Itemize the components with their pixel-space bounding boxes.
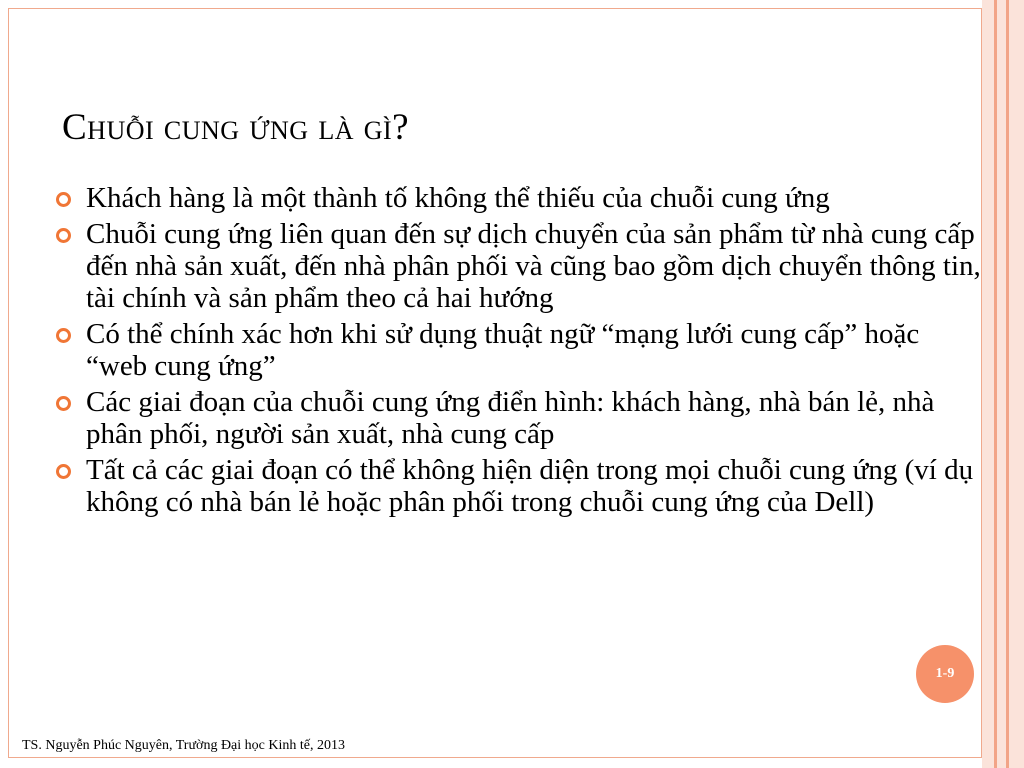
slide-title-text: Chuỗi cung ứng là gì? xyxy=(62,107,410,148)
page-number: 1-9 xyxy=(935,666,955,681)
circle-bullet-icon xyxy=(56,192,71,207)
bullet-item xyxy=(56,182,986,214)
bullet-text: Tất cả các giai đoạn có thể không hiện diện trong mọi chuỗi cung ứng (ví dụ không có nhà bán lẻ hoặc phân phối trong chuỗi cung ứng của Dell) xyxy=(86,454,974,518)
circle-bullet-icon xyxy=(56,328,71,343)
circle-bullet-icon xyxy=(56,464,71,479)
slide-title xyxy=(62,104,409,152)
bullet-text: Khách hàng là một thành tố không thể thiếu của chuỗi cung ứng xyxy=(86,182,830,214)
bullet-text: Chuỗi cung ứng liên quan đến sự dịch chuyển của sản phẩm từ nhà cung cấp đến nhà sản xuất, đến nhà phân phối và cũng bao gồm dịch chuyển thông tin, tài chính và sản phẩm theo cả hai hướng xyxy=(86,218,981,314)
bullet-text: Có thể chính xác hơn khi sử dụng thuật ngữ “mạng lưới cung cấp” hoặc “web cung ứng” xyxy=(86,318,920,382)
decorative-stripe xyxy=(997,0,1006,768)
bullet-item xyxy=(56,318,986,382)
bullet-item xyxy=(56,386,986,450)
circle-bullet-icon xyxy=(56,396,71,411)
bullet-list xyxy=(56,182,986,522)
bullet-item xyxy=(56,218,986,314)
bullet-text: Các giai đoạn của chuỗi cung ứng điển hình: khách hàng, nhà bán lẻ, nhà phân phối, người sản xuất, nhà cung cấp xyxy=(86,386,935,450)
circle-bullet-icon xyxy=(56,228,71,243)
page-number-badge xyxy=(916,645,974,703)
decorative-stripe xyxy=(1009,0,1024,768)
bullet-item xyxy=(56,454,986,518)
footer-text: TS. Nguyễn Phúc Nguyên, Trường Đại học Kinh tế, 2013 xyxy=(22,738,345,753)
